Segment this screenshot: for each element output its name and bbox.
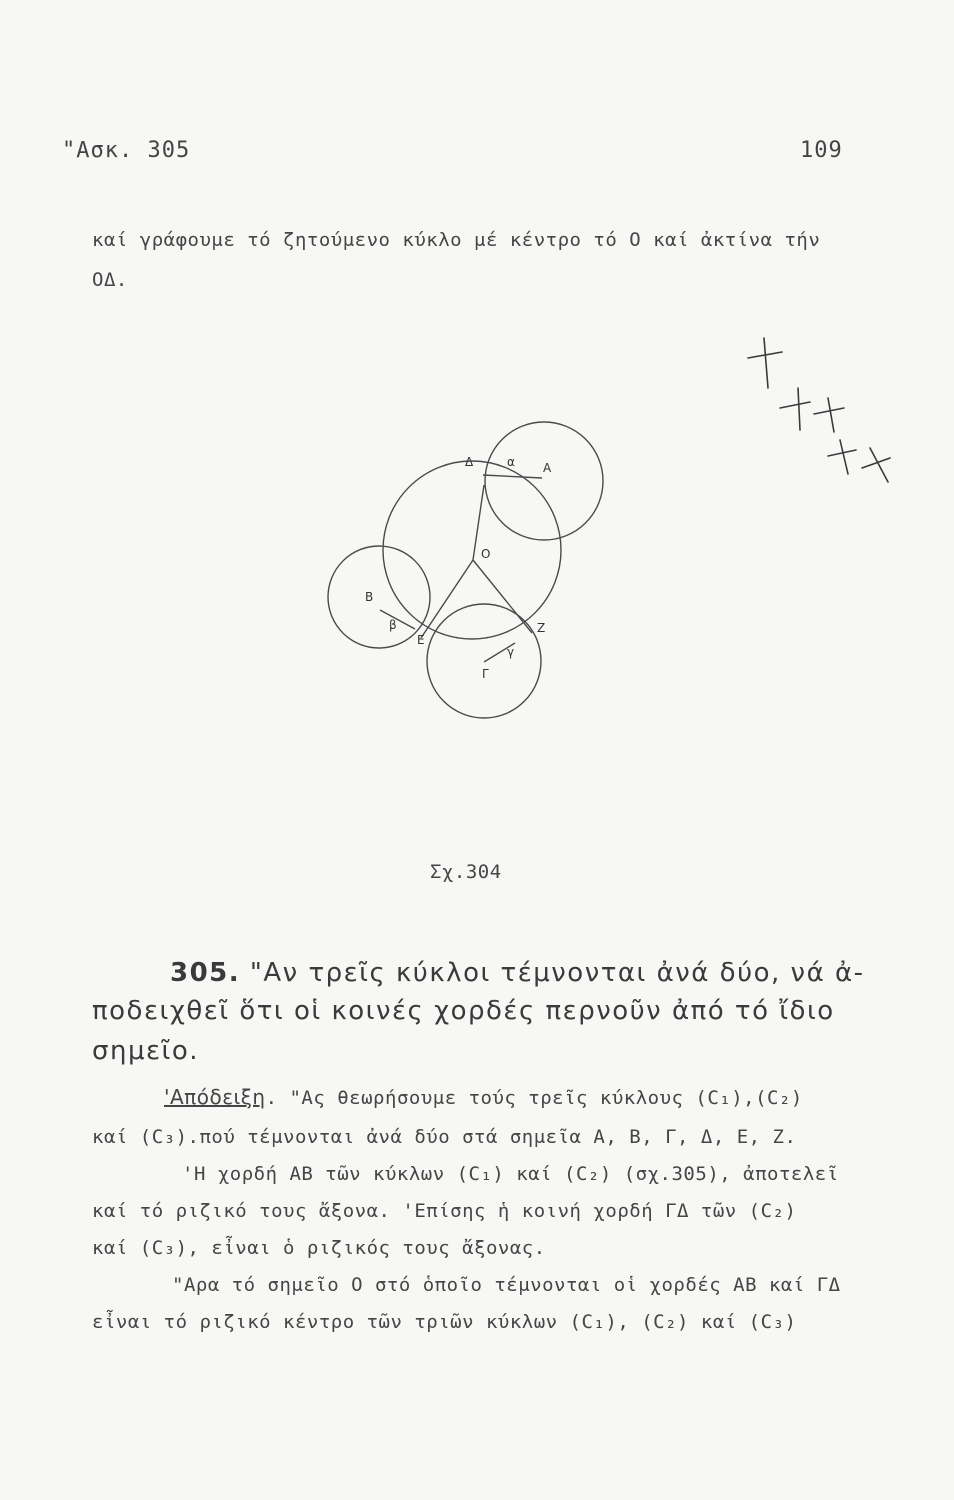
- label-gamma: Γ: [482, 667, 489, 681]
- circle-gamma: [427, 604, 541, 718]
- central-circle: [383, 461, 561, 639]
- label-z: Z: [537, 621, 546, 635]
- circle-b: [328, 546, 430, 648]
- proof-line-6: "Αρα τό σημεῖο Ο στό ὁποῖο τέμνονται οἱ χορδές ΑΒ καί ΓΔ: [172, 1274, 841, 1296]
- exercise-header: "Ασκ. 305: [62, 138, 191, 163]
- problem-line-3: σημεῖο.: [92, 1036, 200, 1066]
- label-o: O: [481, 547, 491, 561]
- intro-line-2: ΟΔ.: [92, 269, 128, 291]
- proof-line-4: καί τό ριζικό τους ἄξονα. 'Επίσης ἡ κοινή χορδή ΓΔ τῶν (C₂): [92, 1200, 797, 1222]
- label-gamma-small: γ: [507, 645, 515, 659]
- label-beta: β: [389, 618, 397, 632]
- proof-line-7: εἶναι τό ριζικό κέντρο τῶν τριῶν κύκλων (C₁), (C₂) καί (C₃): [92, 1311, 797, 1333]
- proof-line-1: [164, 1085, 803, 1109]
- page-number: 109: [800, 138, 843, 163]
- proof-line-5: καί (C₃), εἶναι ὁ ριζικός τους ἄξονας.: [92, 1237, 546, 1259]
- figure-caption: Σχ.304: [430, 861, 502, 883]
- proof-heading: 'Απόδειξη: [164, 1085, 266, 1109]
- problem-line-1: [170, 958, 865, 988]
- circles-figure: [300, 400, 640, 740]
- proof-line-2: καί (C₃).πού τέμνονται ἀνά δύο στά σημεῖα Α, Β, Γ, Δ, Ε, Ζ.: [92, 1126, 797, 1148]
- label-e: E: [417, 633, 425, 647]
- segment-delta-a: [483, 475, 542, 478]
- label-delta: Δ: [465, 455, 474, 469]
- label-b: B: [365, 590, 374, 604]
- problem-line-2: ποδειχθεῖ ὅτι οἱ κοινές χορδές περνοῦν ἀπό τό ἴδιο: [92, 996, 835, 1026]
- proof-line-3: 'Η χορδή ΑΒ τῶν κύκλων (C₁) καί (C₂) (σχ.305), ἀποτελεῖ: [182, 1163, 839, 1185]
- proof-line-1-text: . "Ας θεωρήσουμε τούς τρεῖς κύκλους (C₁),(C₂): [265, 1087, 803, 1109]
- segment-oe: [421, 560, 473, 638]
- handwritten-crosses: [740, 330, 910, 490]
- problem-number: 305.: [170, 958, 241, 988]
- segment-oz: [473, 560, 532, 633]
- intro-line-1: καί γράφουμε τό ζητούμενο κύκλο μέ κέντρο τό Ο καί ἀκτίνα τήν: [92, 229, 821, 251]
- problem-line-1-text: "Αν τρεῖς κύκλοι τέμνονται ἀνά δύο, νά ἀ-: [249, 958, 865, 988]
- circle-a: [485, 422, 603, 540]
- label-alpha: α: [507, 455, 515, 469]
- label-a: A: [543, 461, 552, 475]
